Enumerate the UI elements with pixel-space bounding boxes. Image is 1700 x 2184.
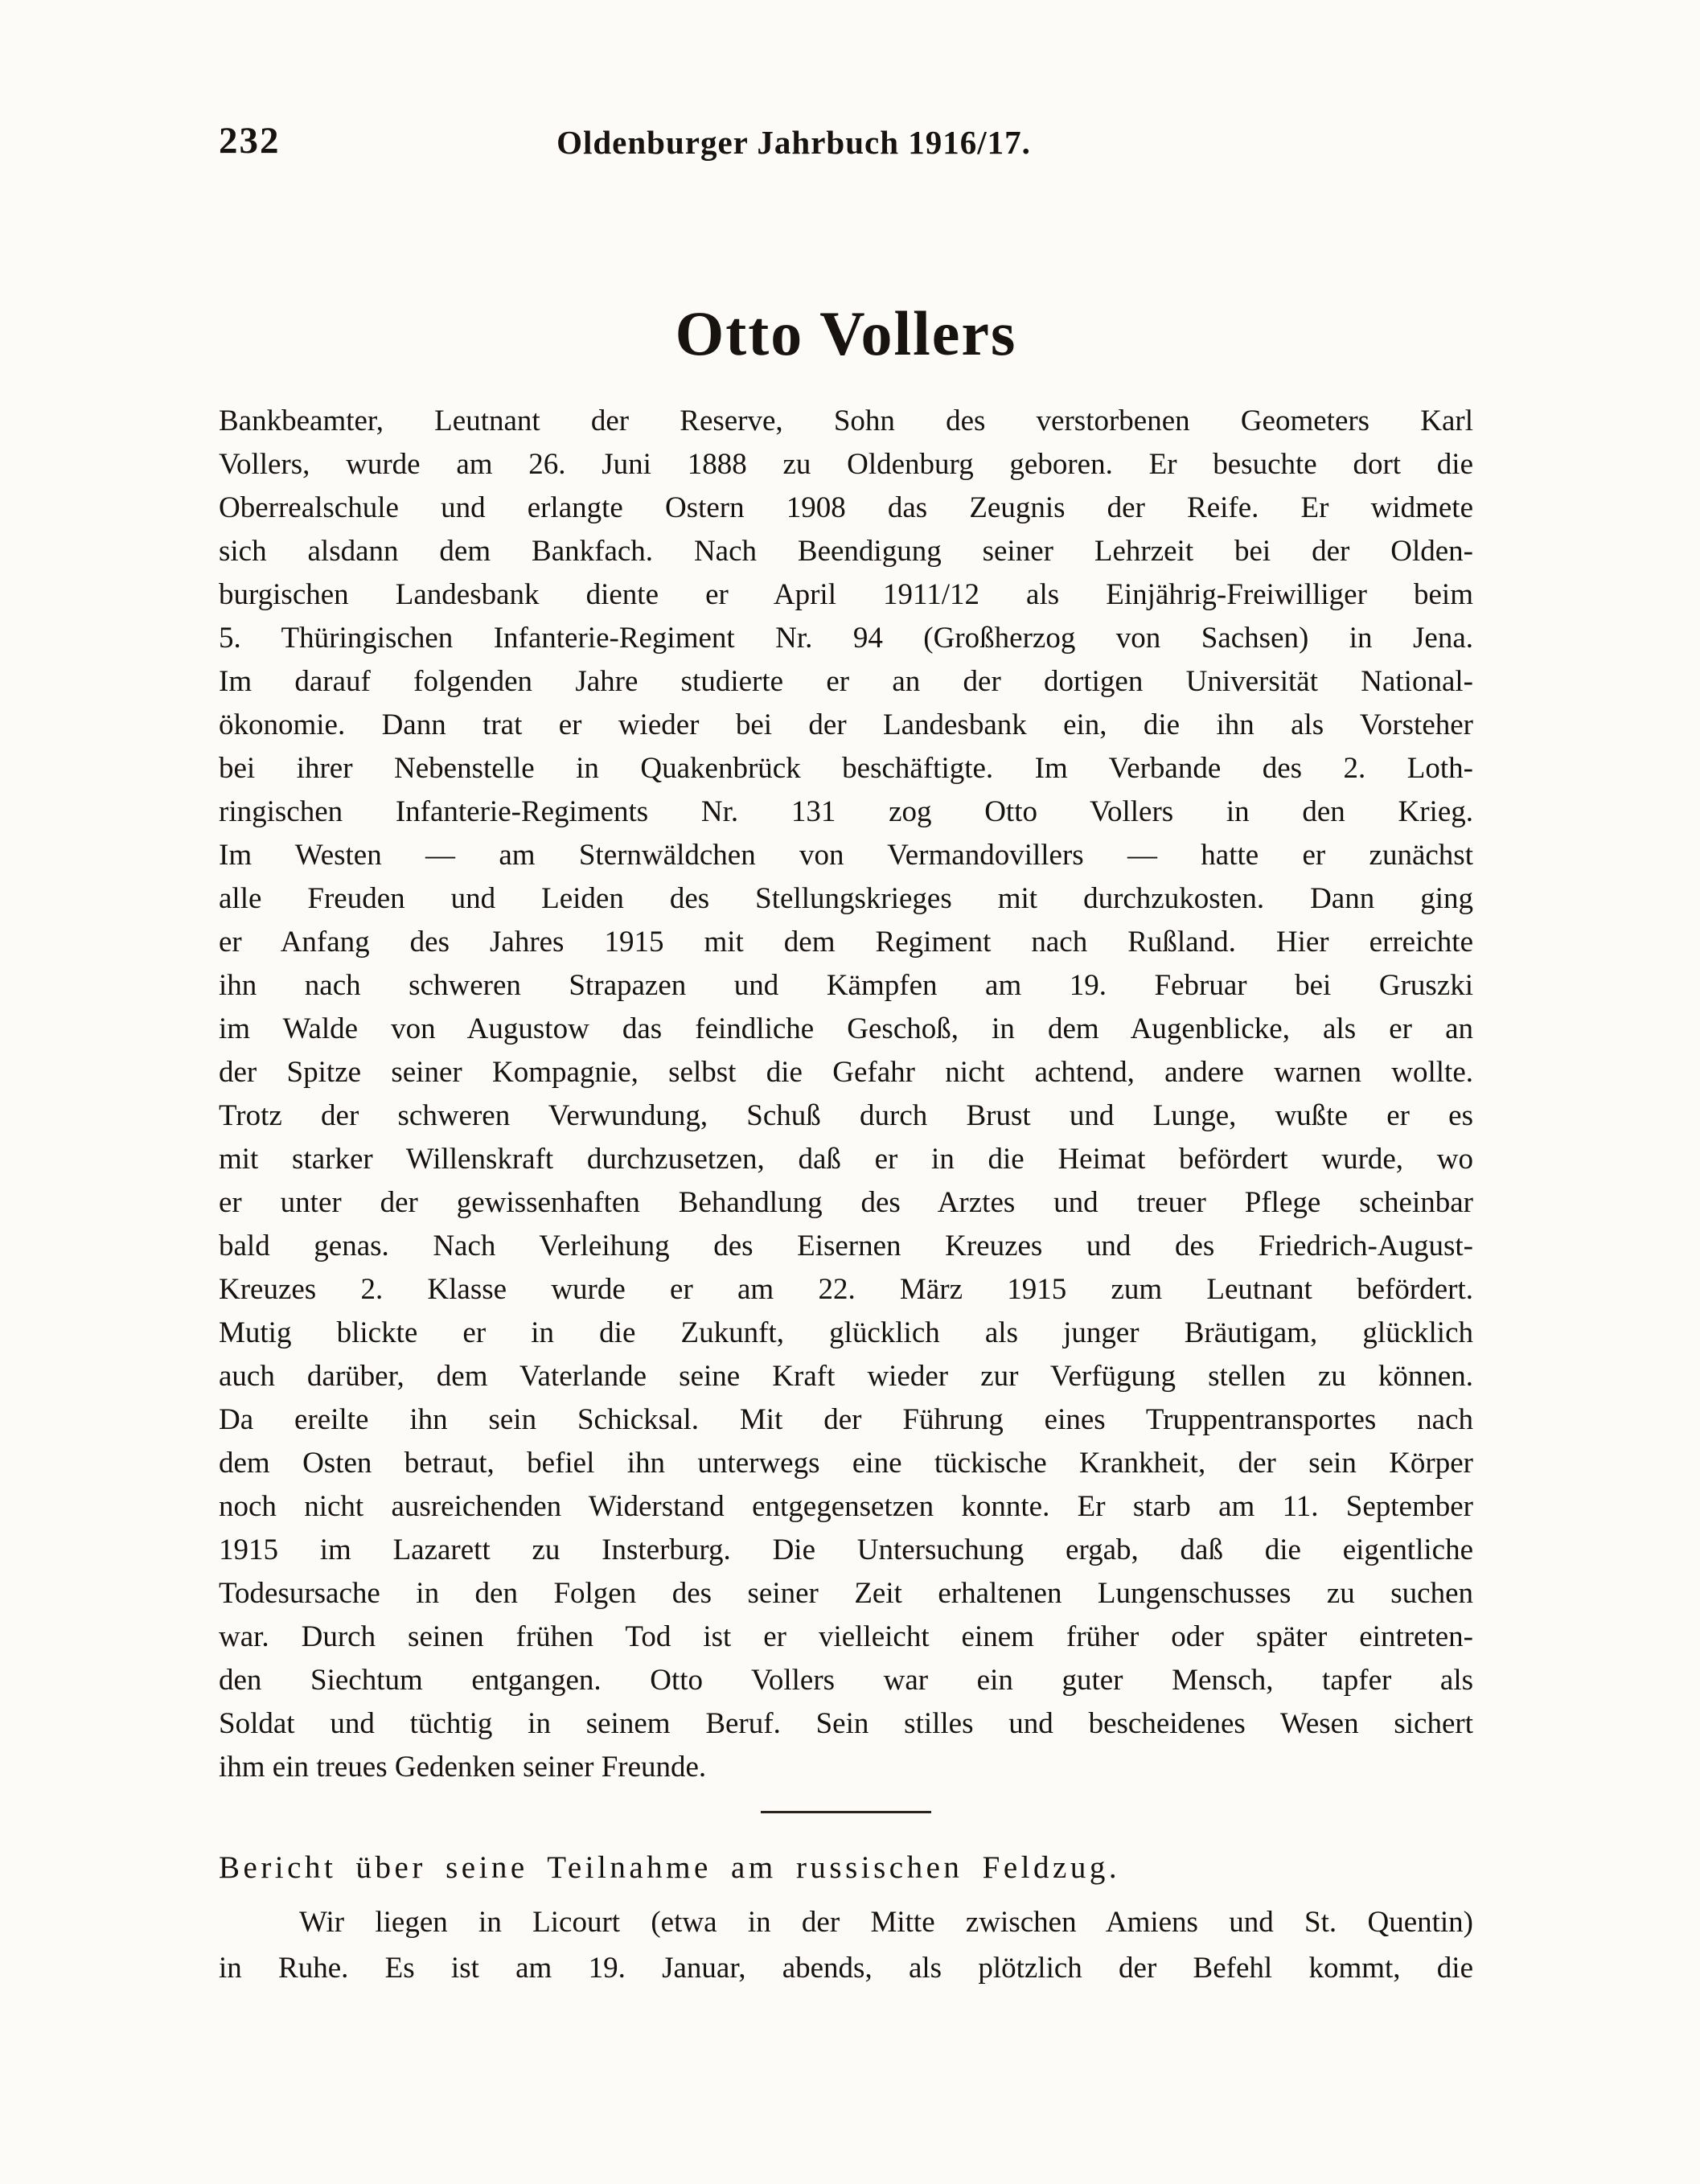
text-line: er Anfang des Jahres 1915 mit dem Regiment nach Rußland. Hier erreichte: [219, 926, 1473, 959]
text-line: alle Freuden und Leiden des Stellungskrieges mit durchzukosten. Dann ging: [219, 882, 1473, 915]
page-number: 232: [219, 120, 281, 162]
text-line: war. Durch seinen frühen Tod ist er vielleicht einem früher oder später eintreten-: [219, 1620, 1473, 1653]
text-line: Mutig blickte er in die Zukunft, glücklich als junger Bräutigam, glücklich: [219, 1316, 1473, 1349]
text-line: ihn nach schweren Strapazen und Kämpfen am 19. Februar bei Gruszki: [219, 969, 1473, 1002]
report-text: [219, 1899, 1473, 1991]
text-line: dem Osten betraut, befiel ihn unterwegs eine tückische Krankheit, der sein Körper: [219, 1447, 1473, 1480]
text-line: noch nicht ausreichenden Widerstand entgegensetzen konnte. Er starb am 11. September: [219, 1490, 1473, 1523]
text-line: Trotz der schweren Verwundung, Schuß durch Brust und Lunge, wußte er es: [219, 1099, 1473, 1132]
section-divider: [219, 1811, 1473, 1813]
text-line: in Ruhe. Es ist am 19. Januar, abends, als plötzlich der Befehl kommt, die: [219, 1952, 1473, 1985]
obituary-text: [219, 400, 1473, 1789]
text-line: Kreuzes 2. Klasse wurde er am 22. März 1915 zum Leutnant befördert.: [219, 1273, 1473, 1306]
text-line: ringischen Infanterie-Regiments Nr. 131 zog Otto Vollers in den Krieg.: [219, 795, 1473, 828]
text-line: Oberrealschule und erlangte Ostern 1908 das Zeugnis der Reife. Er widmete: [219, 491, 1473, 524]
text-line: sich alsdann dem Bankfach. Nach Beendigung seiner Lehrzeit bei der Olden-: [219, 535, 1473, 568]
text-line: burgischen Landesbank diente er April 1911/12 als Einjährig-Freiwilliger beim: [219, 578, 1473, 611]
report-heading: Bericht über seine Teilnahme am russischen Feldzug.: [219, 1850, 1121, 1885]
text-line: ökonomie. Dann trat er wieder bei der Landesbank ein, die ihn als Vorsteher: [219, 708, 1473, 741]
text-line: der Spitze seiner Kompagnie, selbst die Gefahr nicht achtend, andere warnen wollte.: [219, 1056, 1473, 1089]
text-line: 1915 im Lazarett zu Insterburg. Die Untersuchung ergab, daß die eigentliche: [219, 1533, 1473, 1566]
text-line: bald genas. Nach Verleihung des Eisernen Kreuzes und des Friedrich-August-: [219, 1230, 1473, 1262]
text-line: Soldat und tüchtig in seinem Beruf. Sein stilles und bescheidenes Wesen sichert: [219, 1707, 1473, 1740]
text-line: Wir liegen in Licourt (etwa in der Mitte zwischen Amiens und St. Quentin): [299, 1906, 1473, 1939]
text-line: Im Westen — am Sternwäldchen von Vermandovillers — hatte er zunächst: [219, 839, 1473, 872]
text-line: den Siechtum entgangen. Otto Vollers war ein guter Mensch, tapfer als: [219, 1664, 1473, 1697]
running-head: [219, 119, 1473, 170]
text-line: mit starker Willenskraft durchzusetzen, daß er in die Heimat befördert wurde, wo: [219, 1143, 1473, 1176]
running-title: Oldenburger Jahrbuch 1916/17.: [556, 124, 1031, 161]
text-line: Vollers, wurde am 26. Juni 1888 zu Oldenburg geboren. Er besuchte dort die: [219, 448, 1473, 481]
text-line: ihm ein treues Gedenken seiner Freunde.: [219, 1751, 707, 1784]
article-title: Otto Vollers: [675, 298, 1017, 368]
text-line: im Walde von Augustow das feindliche Geschoß, in dem Augenblicke, als er an: [219, 1012, 1473, 1045]
text-line: Bankbeamter, Leutnant der Reserve, Sohn des verstorbenen Geometers Karl: [219, 404, 1473, 437]
text-line: er unter der gewissenhaften Behandlung des Arztes und treuer Pflege scheinbar: [219, 1186, 1473, 1219]
text-line: auch darüber, dem Vaterlande seine Kraft wieder zur Verfügung stellen zu können.: [219, 1360, 1473, 1393]
text-line: bei ihrer Nebenstelle in Quakenbrück beschäftigte. Im Verbande des 2. Loth-: [219, 752, 1473, 785]
text-line: Im darauf folgenden Jahre studierte er an der dortigen Universität National-: [219, 665, 1473, 698]
text-line: 5. Thüringischen Infanterie-Regiment Nr. 94 (Großherzog von Sachsen) in Jena.: [219, 622, 1473, 655]
divider-rule: [761, 1811, 931, 1813]
text-line: Da ereilte ihn sein Schicksal. Mit der Führung eines Truppentransportes nach: [219, 1403, 1473, 1436]
text-line: Todesursache in den Folgen des seiner Zeit erhaltenen Lungenschusses zu suchen: [219, 1577, 1473, 1610]
